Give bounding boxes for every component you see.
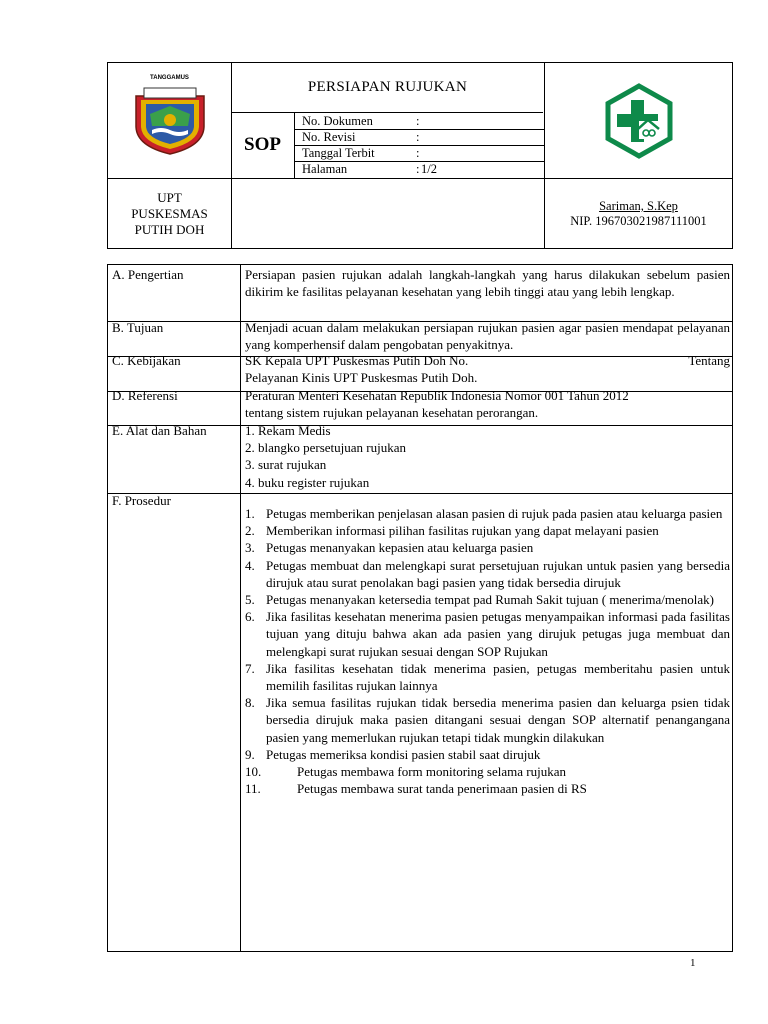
label-kebijakan: C. Kebijakan xyxy=(112,353,181,368)
prosedur-list xyxy=(245,505,730,797)
list-item: 9. Petugas memeriksa kondisi pasien stabil saat dirujuk xyxy=(245,746,541,762)
list-item: 4. Petugas membuat dan melengkapi surat persetujuan rujukan untuk pasien yang bersedia dirujuk atau surat penolakan bagi pasien yang tidak bersedia dirujuk xyxy=(245,557,730,590)
puskesmas-logo-cell xyxy=(544,63,733,178)
meta-key: No. Revisi xyxy=(302,130,356,144)
meta-row-no-revisi xyxy=(295,129,544,145)
list-item: 3. surat rujukan xyxy=(245,457,327,473)
meta-row-no-dokumen xyxy=(295,113,544,129)
signer-name: Sariman, S.Kep xyxy=(599,199,678,213)
content-kebijakan xyxy=(245,352,730,386)
puskesmas-logo-icon xyxy=(601,83,677,159)
list-item: 10. Petugas membawa form monitoring selama rujukan xyxy=(245,764,566,780)
meta-row-tanggal-terbit xyxy=(295,145,544,161)
list-item: 5. Petugas menanyakan ketersedia tempat pad Rumah Sakit tujuan ( menerima/menolak) xyxy=(245,592,714,608)
list-item: 2. Memberikan informasi pilihan fasilitas rujukan yang dapat melayani pasien xyxy=(245,523,659,539)
list-item: 7. Jika fasilitas kesehatan tidak menerima pasien, petugas memberitahu pasien untuk memilih fasilitas rujukan lainnya xyxy=(245,660,730,694)
sop-header xyxy=(107,62,733,249)
column-divider xyxy=(240,265,241,951)
signer-block xyxy=(544,178,733,250)
document-meta-table xyxy=(295,112,544,178)
kebijakan-line1-right: Tentang xyxy=(688,353,730,368)
list-item: 6. Jika fasilitas kesehatan menerima pasien petugas menyampaikan informasi pada fasilitas tujuan yang dituju bahwa akan ada pasien yang dirujuk petugas juga membuat dan melengkapi surat rujukan sesuai dengan SOP Rujukan xyxy=(245,609,730,659)
meta-key: No. Dokumen xyxy=(302,114,373,128)
label-prosedur: F. Prosedur xyxy=(112,493,171,508)
meta-colon: : xyxy=(416,162,420,176)
tanggamus-logo-cell xyxy=(108,63,231,178)
sop-label: SOP xyxy=(244,134,281,155)
unit-line: PUSKESMAS xyxy=(131,206,208,221)
meta-colon: : xyxy=(416,114,420,128)
tanggamus-emblem-icon xyxy=(130,86,210,156)
meta-colon: : xyxy=(416,130,420,144)
meta-value: 1/2 xyxy=(421,162,437,176)
content-referensi xyxy=(245,387,730,421)
unit-line: PUTIH DOH xyxy=(134,222,205,237)
list-item: 3. Petugas menanyakan kepasien atau keluarga pasien xyxy=(245,540,534,556)
content-pengertian: Persiapan pasien rujukan adalah langkah-langkah yang harus dilakukan sebelum pasien dikirim ke fasilitas pelayanan kesehatan yang lebih tinggi atau yang lebih lengkap. xyxy=(245,267,730,300)
kebijakan-line1-left: SK Kepala UPT Puskesmas Putih Doh No. xyxy=(245,353,469,368)
list-item: 1. Petugas memberikan penjelasan alasan pasien di rujuk pada pasien atau keluarga pasien xyxy=(245,506,723,521)
referensi-line1: Peraturan Menteri Kesehatan Republik Indonesia Nomor 001 Tahun 2012 xyxy=(245,388,629,403)
list-item: 4. buku register rujukan xyxy=(245,474,370,490)
document-title: PERSIAPAN RUJUKAN xyxy=(307,79,468,95)
meta-key: Halaman xyxy=(302,162,348,176)
list-item: 11. Petugas membawa surat tanda penerimaan pasien di RS xyxy=(245,781,587,797)
content-alat-dan-bahan xyxy=(245,422,730,491)
label-tujuan: B. Tujuan xyxy=(112,320,164,335)
label-pengertian: A. Pengertian xyxy=(112,267,184,282)
kebijakan-line2: Pelayanan Kinis UPT Puskesmas Putih Doh. xyxy=(245,370,478,386)
row-divider xyxy=(108,493,732,494)
referensi-line2: tentang sistem rujukan pelayanan kesehatan perorangan. xyxy=(245,405,539,421)
meta-key: Tanggal Terbit xyxy=(302,146,375,160)
signer-nip: NIP. 196703021987111001 xyxy=(570,214,707,228)
list-item: 1. Rekam Medis xyxy=(245,423,331,438)
label-referensi: D. Referensi xyxy=(112,388,178,403)
meta-row-halaman xyxy=(295,161,544,177)
page-number: 1 xyxy=(690,957,696,969)
unit-line: UPT xyxy=(157,190,182,205)
label-alat-dan-bahan: E. Alat dan Bahan xyxy=(112,423,207,438)
sop-content-table xyxy=(107,264,733,952)
emblem-banner-text: TANGGAMUS xyxy=(150,75,189,81)
content-tujuan: Menjadi acuan dalam melakukan persiapan rujukan pasien agar pasien mendapat pelayanan yang komperhensif dalam pengobatan penyakitnya. xyxy=(245,320,730,353)
list-item: 8. Jika semua fasilitas rujukan tidak bersedia menerima pasien dan keluarga psien tidak bersedia dirujuk maka pasien ditangani sesuai dengan SOP alternatif penangangana pasien yang memerlukan rujukan tetapi tidak mungkin dilakukan xyxy=(245,695,730,745)
list-item: 2. blangko persetujuan rujukan xyxy=(245,440,407,456)
meta-colon: : xyxy=(416,146,420,160)
unit-name xyxy=(108,178,231,250)
